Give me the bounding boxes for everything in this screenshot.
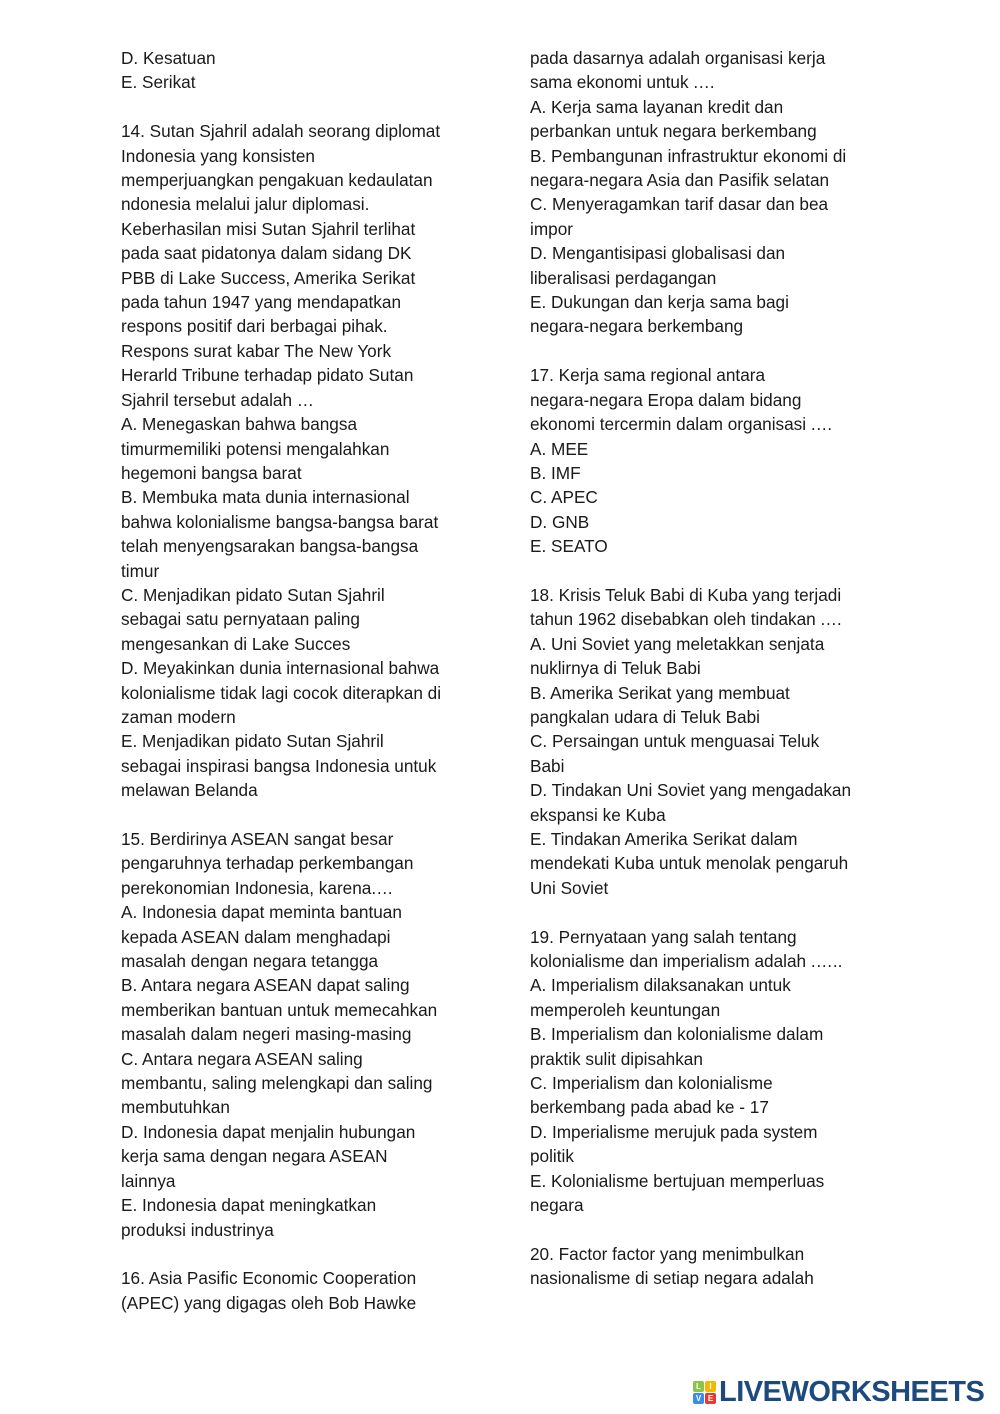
text-line: Sjahril tersebut adalah …: [121, 389, 314, 410]
text-line: mengesankan di Lake Succes: [121, 633, 351, 654]
text-line: A. Indonesia dapat meminta bantuan: [121, 902, 402, 923]
text-line: D. Kesatuan: [121, 48, 216, 68]
text-line: kerja sama dengan negara ASEAN: [121, 1146, 388, 1167]
text-line: pada saat pidatonya dalam sidang DK: [121, 243, 412, 264]
text-line: A. Menegaskan bahwa bangsa: [121, 414, 358, 435]
text-line: zaman modern: [121, 706, 236, 727]
logo-text: LIVEWORKSHEETS: [719, 1376, 985, 1408]
logo-tile: L: [693, 1381, 704, 1392]
text-line: tahun 1962 disebabkan oleh tindakan .…: [530, 609, 843, 630]
text-line: B. IMF: [530, 462, 581, 483]
text-line: D. Indonesia dapat menjalin hubungan: [121, 1121, 416, 1142]
text-line: A. MEE: [530, 438, 589, 459]
liveworksheets-logo: [693, 1376, 984, 1409]
logo-tiles-icon: [693, 1381, 716, 1404]
text-line: Babi: [530, 755, 565, 776]
text-line: D. Tindakan Uni Soviet yang mengadakan: [530, 780, 852, 801]
text-line: B. Antara negara ASEAN dapat saling: [121, 975, 410, 996]
text-line: memperjuangkan pengakuan kedaulatan: [121, 170, 433, 191]
logo-tile: I: [705, 1381, 716, 1392]
text-line: E. Indonesia dapat meningkatkan: [121, 1195, 377, 1216]
blank-line: [530, 1218, 890, 1242]
text-line: C. Imperialism dan kolonialisme: [530, 1073, 773, 1094]
text-line: Keberhasilan misi Sutan Sjahril terlihat: [121, 218, 416, 239]
text-line: D. Mengantisipasi globalisasi dan: [530, 243, 786, 264]
text-line: berkembang pada abad ke - 17: [530, 1097, 769, 1118]
text-line: Herarld Tribune terhadap pidato Sutan: [121, 365, 414, 386]
text-line: D. GNB: [530, 511, 590, 532]
text-line: D. Meyakinkan dunia internasional bahwa: [121, 658, 440, 679]
text-line: E. Menjadikan pidato Sutan Sjahril: [121, 731, 384, 752]
logo-tile: V: [693, 1393, 704, 1404]
blank-line: [530, 900, 890, 924]
text-line: C. Persaingan untuk menguasai Teluk: [530, 731, 820, 752]
text-line: pada dasarnya adalah organisasi kerja: [530, 48, 826, 68]
text-line: E. Tindakan Amerika Serikat dalam: [530, 829, 798, 849]
text-line: (APEC) yang digagas oleh Bob Hawke: [121, 1292, 417, 1313]
text-line: respons positif dari berbagai pihak.: [121, 316, 388, 337]
text-line: sama ekonomi untuk .…: [530, 72, 716, 93]
text-line: D. Imperialisme merujuk pada system: [530, 1121, 818, 1142]
text-line: Indonesia yang konsisten: [121, 145, 315, 166]
text-line: hegemoni bangsa barat: [121, 462, 302, 483]
text-line: 16. Asia Pasific Economic Cooperation: [121, 1268, 417, 1289]
text-line: memberikan bantuan untuk memecahkan: [121, 999, 438, 1020]
text-line: 15. Berdirinya ASEAN sangat besar: [121, 829, 394, 849]
text-line: PBB di Lake Success, Amerika Serikat: [121, 267, 416, 288]
text-line: masalah dalam negeri masing-masing: [121, 1024, 412, 1045]
text-line: liberalisasi perdagangan: [530, 267, 717, 288]
text-line: B. Imperialism dan kolonialisme dalam: [530, 1024, 824, 1045]
text-line: perbankan untuk negara berkembang: [530, 121, 817, 142]
left-column: [121, 46, 481, 1315]
text-line: telah menyengsarakan bangsa-bangsa: [121, 536, 419, 557]
text-line: membutuhkan: [121, 1097, 230, 1118]
text-line: negara-negara Asia dan Pasifik selatan: [530, 170, 830, 191]
text-line: impor: [530, 218, 573, 239]
blank-line: [121, 1242, 481, 1266]
text-line: ekonomi tercermin dalam organisasi .…: [530, 414, 833, 435]
text-line: memperoleh keuntungan: [530, 999, 721, 1020]
text-line: 20. Factor factor yang menimbulkan: [530, 1243, 805, 1264]
text-line: mendekati Kuba untuk menolak pengaruh: [530, 853, 849, 874]
text-line: sebagai satu pernyataan paling: [121, 609, 360, 630]
text-line: B. Pembangunan infrastruktur ekonomi di: [530, 145, 847, 166]
right-column: [530, 46, 890, 1291]
text-line: 14. Sutan Sjahril adalah seorang diplomat: [121, 121, 441, 142]
text-line: C. Menjadikan pidato Sutan Sjahril: [121, 584, 385, 605]
text-line: Respons surat kabar The New York: [121, 340, 392, 361]
text-line: pengaruhnya terhadap perkembangan: [121, 853, 414, 874]
text-line: lainnya: [121, 1170, 176, 1191]
text-line: 18. Krisis Teluk Babi di Kuba yang terjadi: [530, 584, 842, 605]
text-line: negara-negara berkembang: [530, 316, 744, 337]
text-line: C. Menyeragamkan tarif dasar dan bea: [530, 194, 829, 215]
text-line: masalah dengan negara tetangga: [121, 951, 379, 972]
text-line: timurmemiliki potensi mengalahkan: [121, 438, 390, 459]
blank-line: [530, 339, 890, 363]
text-line: nasionalisme di setiap negara adalah: [530, 1268, 814, 1289]
text-line: ndonesia melalui jalur diplomasi.: [121, 194, 370, 215]
text-line: C. APEC: [530, 487, 598, 508]
text-line: 19. Pernyataan yang salah tentang: [530, 926, 797, 947]
text-line: pangkalan udara di Teluk Babi: [530, 706, 760, 727]
text-line: negara: [530, 1195, 584, 1216]
text-line: produksi industrinya: [121, 1219, 274, 1240]
logo-tile: E: [705, 1393, 716, 1404]
text-line: C. Antara negara ASEAN saling: [121, 1048, 363, 1069]
text-line: sebagai inspirasi bangsa Indonesia untuk: [121, 755, 437, 776]
text-line: A. Uni Soviet yang meletakkan senjata: [530, 633, 825, 654]
text-line: E. Dukungan dan kerja sama bagi: [530, 292, 789, 313]
text-line: kolonialisme dan imperialism adalah .…..: [530, 951, 843, 972]
text-line: politik: [530, 1146, 574, 1167]
text-line: B. Amerika Serikat yang membuat: [530, 682, 790, 703]
blank-line: [121, 803, 481, 827]
text-line: praktik sulit dipisahkan: [530, 1048, 703, 1069]
text-line: kolonialisme tidak lagi cocok diterapkan di: [121, 682, 442, 703]
text-line: timur: [121, 560, 160, 581]
text-line: B. Membuka mata dunia internasional: [121, 487, 410, 508]
text-line: nuklirnya di Teluk Babi: [530, 658, 701, 679]
text-line: A. Kerja sama layanan kredit dan: [530, 96, 784, 117]
text-line: ekspansi ke Kuba: [530, 804, 666, 825]
text-line: E. Kolonialisme bertujuan memperluas: [530, 1170, 825, 1191]
text-line: Uni Soviet: [530, 877, 609, 898]
blank-line: [121, 95, 481, 119]
text-line: melawan Belanda: [121, 780, 258, 801]
text-line: membantu, saling melengkapi dan saling: [121, 1073, 433, 1094]
blank-line: [530, 559, 890, 583]
text-line: A. Imperialism dilaksanakan untuk: [530, 975, 791, 996]
text-line: perekonomian Indonesia, karena.…: [121, 877, 394, 898]
text-line: 17. Kerja sama regional antara: [530, 365, 766, 386]
text-line: pada tahun 1947 yang mendapatkan: [121, 292, 402, 313]
text-line: negara-negara Eropa dalam bidang: [530, 389, 802, 410]
text-line: E. SEATO: [530, 536, 608, 557]
text-line: bahwa kolonialisme bangsa-bangsa barat: [121, 511, 439, 532]
text-line: E. Serikat: [121, 72, 196, 93]
text-line: kepada ASEAN dalam menghadapi: [121, 926, 391, 947]
